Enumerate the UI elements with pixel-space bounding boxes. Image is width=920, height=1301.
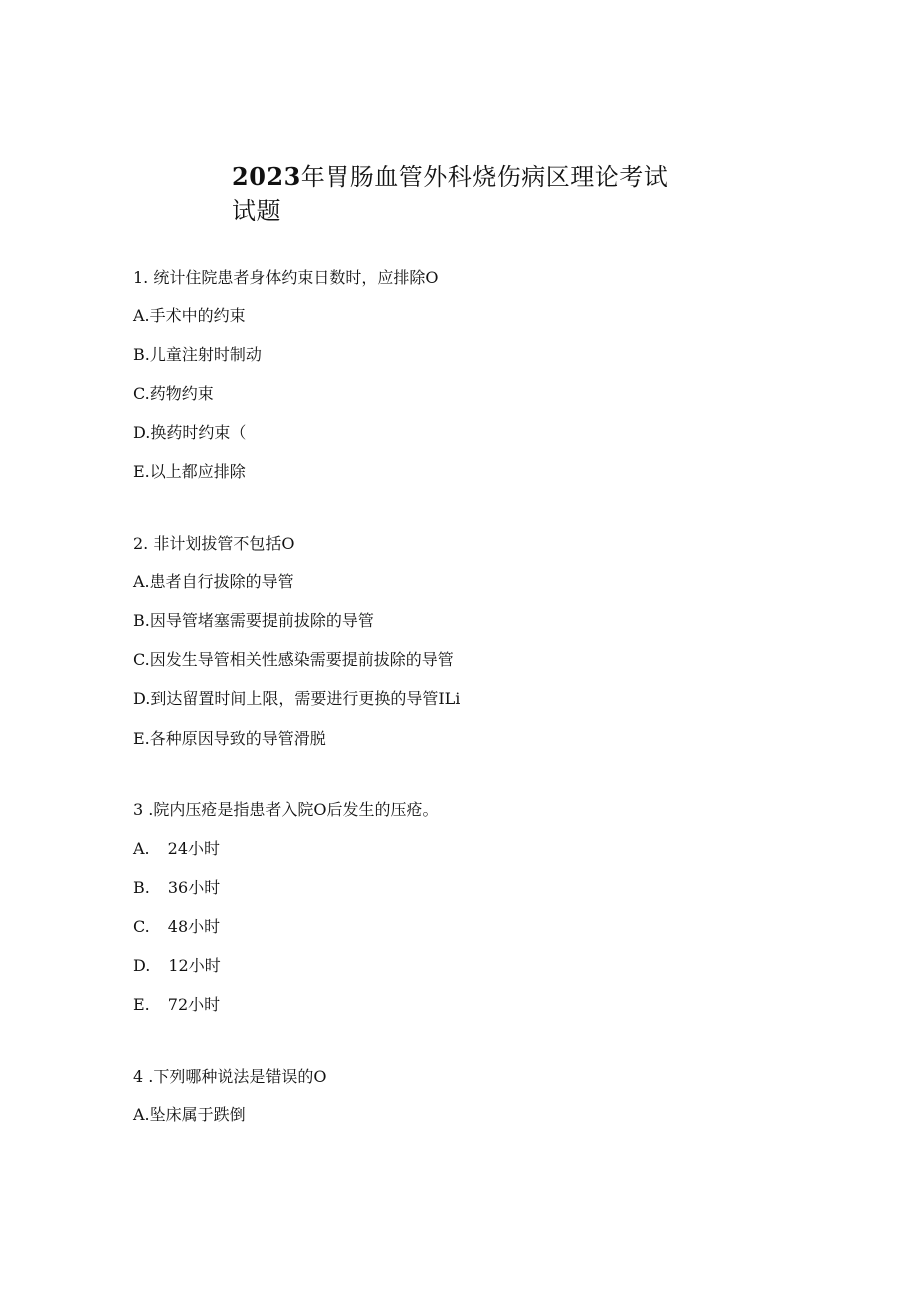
option-letter: E. (133, 995, 150, 1014)
question-3-option-a (133, 839, 220, 859)
question-1-stem: 1. 统计住院患者身体约束日数时，应排除O (133, 268, 439, 287)
option-letter: D. (133, 956, 151, 975)
option-text: 48小时 (167, 917, 221, 936)
question-2-option-d: D.到达留置时间上限，需要进行更换的导管ILi (133, 689, 461, 708)
option-letter: B. (133, 878, 150, 897)
question-1-option-b: B.儿童注射时制动 (133, 345, 262, 364)
question-3-option-b (133, 878, 220, 898)
title-line-1-text: 年胃肠血管外科烧伤病区理论考试 (300, 163, 669, 191)
question-1-option-a: A.手术中的约束 (133, 306, 246, 325)
question-2-option-c: C.因发生导管相关性感染需要提前拔除的导管 (133, 650, 454, 669)
question-2-option-e: E.各种原因导致的导管滑脱 (133, 729, 326, 748)
title-year: 2023 (232, 162, 301, 191)
document-title (232, 160, 669, 228)
title-line-1 (232, 160, 669, 194)
option-letter: A. (133, 839, 150, 858)
option-text: 24小时 (167, 839, 221, 858)
question-3-option-d (133, 956, 221, 976)
option-text: 72小时 (167, 995, 221, 1014)
question-4-stem: 4 .下列哪种说法是错误的O (133, 1067, 327, 1086)
question-2-option-a: A.患者自行拔除的导管 (133, 572, 294, 591)
question-3-option-c (133, 917, 220, 937)
question-3-stem: 3 .院内压疮是指患者入院O后发生的压疮。 (133, 800, 439, 819)
question-3-option-e (133, 995, 220, 1015)
title-line-2: 试题 (232, 197, 281, 225)
question-2-stem: 2. 非计划拔管不包括O (133, 534, 295, 553)
option-text: 12小时 (168, 956, 221, 975)
question-1-option-c: C.药物约束 (133, 384, 214, 403)
question-2-option-b: B.因导管堵塞需要提前拔除的导管 (133, 611, 374, 630)
option-letter: C. (133, 917, 150, 936)
question-1-option-d: D.换药时约束（ (133, 423, 247, 442)
option-text: 36小时 (167, 878, 221, 897)
question-4-option-a: A.坠床属于跌倒 (133, 1105, 246, 1124)
question-1-option-e: E.以上都应排除 (133, 462, 246, 481)
